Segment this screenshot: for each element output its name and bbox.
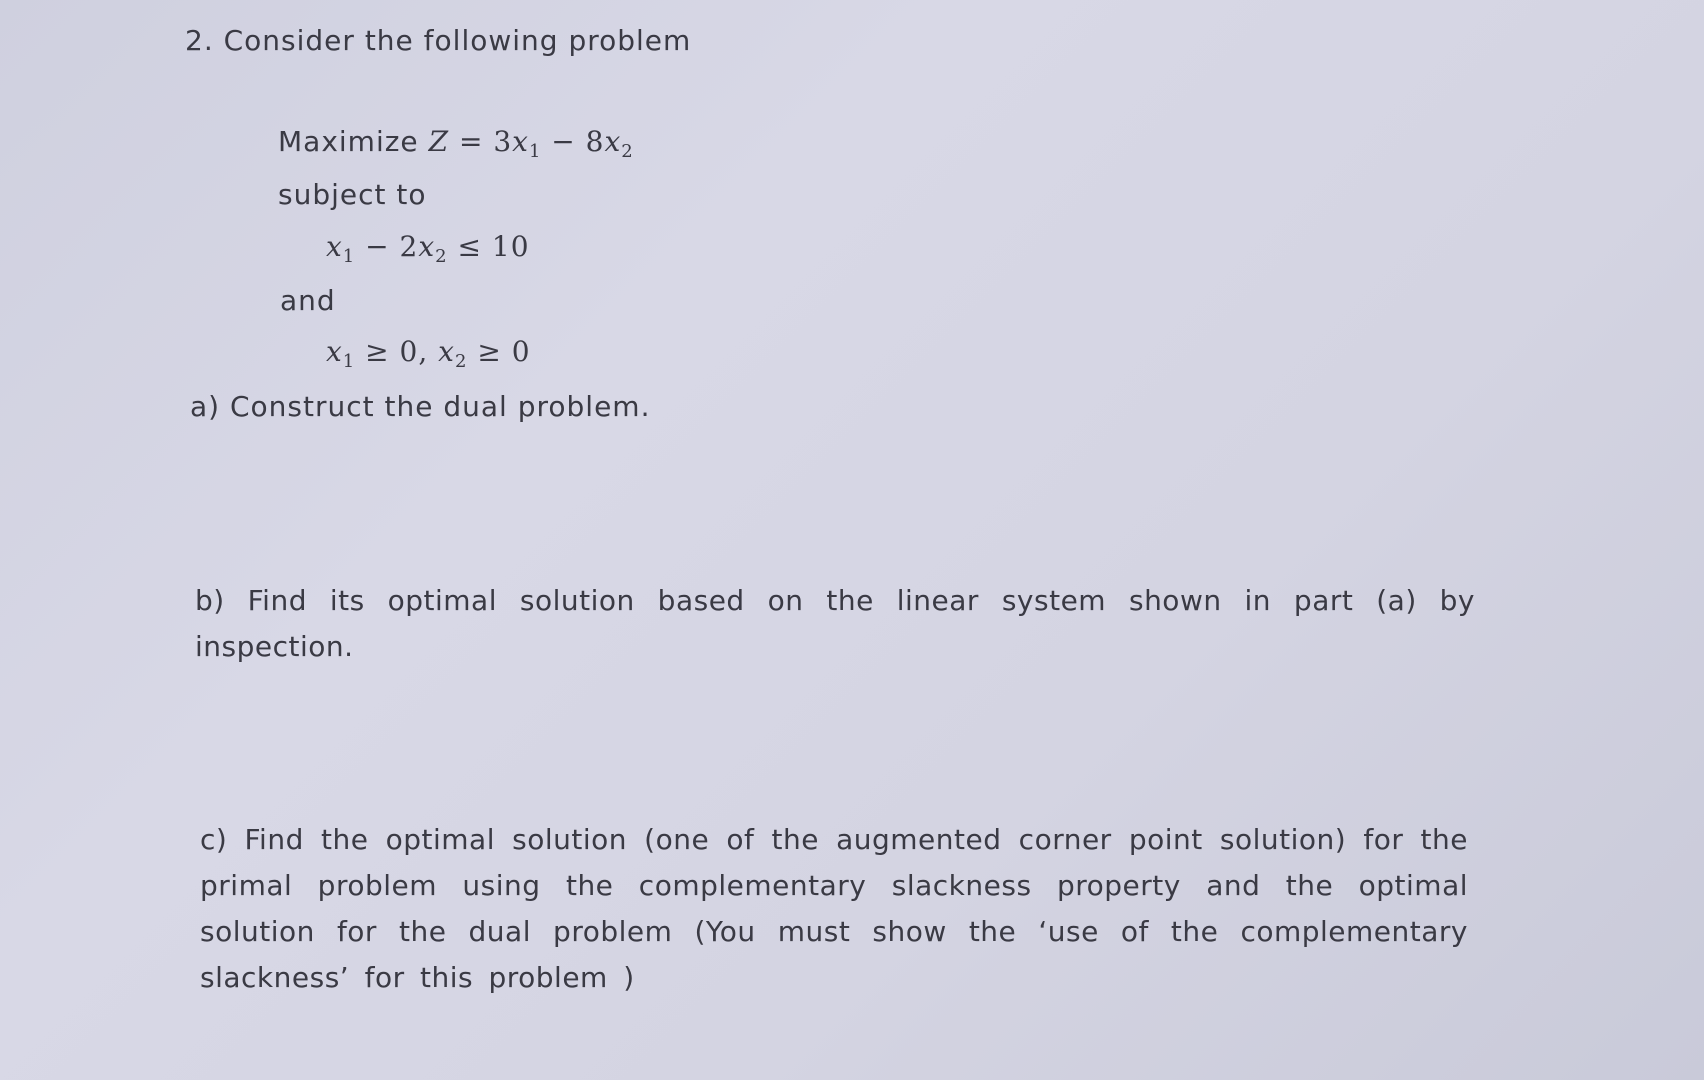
objective-function [278, 125, 634, 162]
nonneg-relation-1: ≥ [365, 335, 390, 368]
objective-z: Z [428, 125, 450, 158]
and-label: and [280, 284, 336, 317]
part-c-text: c) Find the optimal solution (one of the augmented corner point solution) for the primal problem using the complementary slackness property and the optimal solution for the dual problem (You must show the ‘use of the complementary slackness’ for this problem ) [200, 823, 1468, 994]
part-a-text: a) Construct the dual problem. [190, 390, 651, 423]
nonnegativity-constraints [326, 335, 531, 372]
constraint-sub-2: 2 [435, 246, 448, 267]
part-b-text: b) Find its optimal solution based on the linear system shown in part (a) by inspection. [195, 584, 1475, 663]
objective-var-2: x [604, 125, 622, 158]
nonneg-sub-1: 1 [342, 351, 356, 372]
nonneg-relation-2: ≥ [477, 335, 502, 368]
constraint-sub-1: 1 [342, 246, 356, 267]
constraint-coef-2: 2 [399, 230, 419, 263]
constraint-var-1: x [326, 230, 343, 263]
objective-minus: − [551, 125, 576, 158]
nonneg-var-1: x [326, 335, 343, 368]
nonneg-rhs-2: 0 [511, 335, 531, 368]
subject-to-label: subject to [278, 178, 427, 211]
objective-coef-1: 3 [493, 125, 513, 158]
objective-equals: = [458, 125, 484, 158]
constraint-rhs: 10 [491, 230, 530, 263]
objective-coef-2: 8 [585, 125, 605, 158]
objective-var-1: x [512, 125, 529, 158]
constraint-relation: ≤ [457, 230, 482, 263]
objective-sub-2: 2 [621, 141, 634, 162]
constraint-minus: − [365, 230, 390, 263]
nonneg-var-2: x [438, 335, 455, 368]
maximize-label: Maximize [278, 125, 419, 158]
constraint-1 [326, 230, 530, 267]
nonneg-rhs-1: 0, [399, 335, 429, 368]
objective-sub-1: 1 [528, 141, 542, 162]
problem-heading: 2. Consider the following problem [185, 24, 692, 57]
constraint-var-2: x [418, 230, 436, 263]
nonneg-sub-2: 2 [454, 351, 468, 372]
